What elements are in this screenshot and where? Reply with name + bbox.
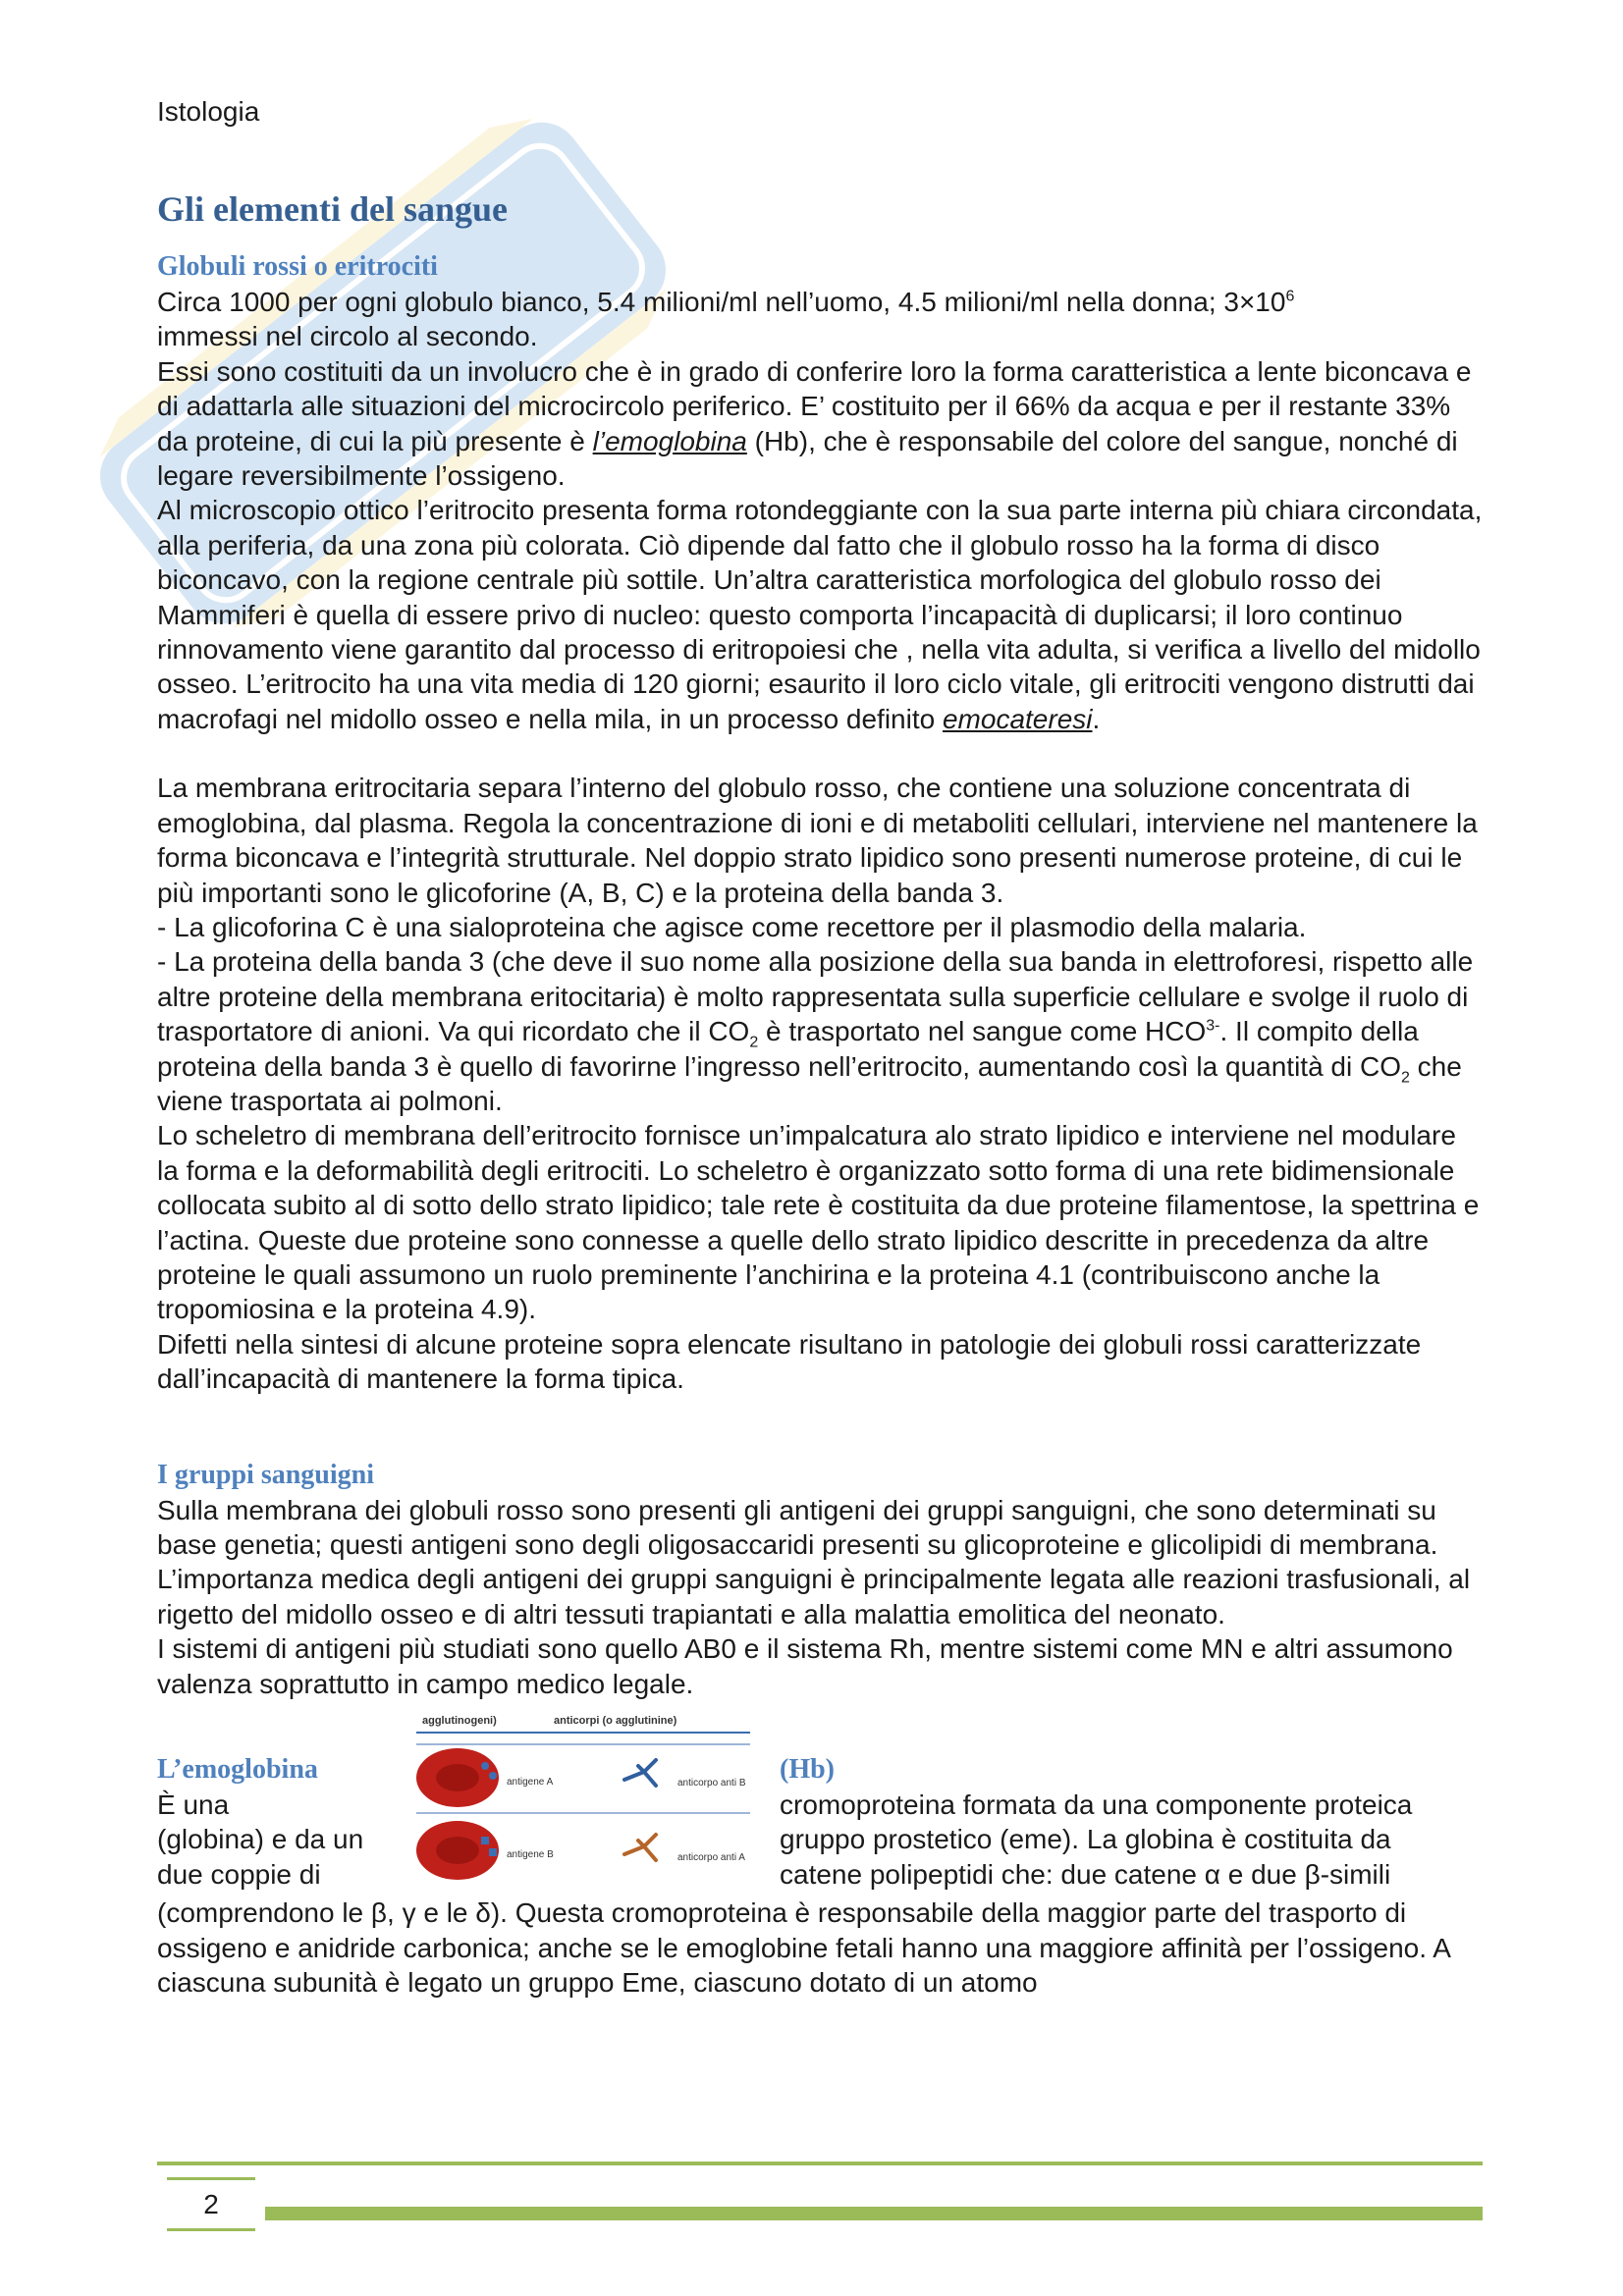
paragraph: Circa 1000 per ogni globulo bianco, 5.4 milioni/ml nell’uomo, 4.5 milioni/ml nella donna; $3\times 10^6$ immessi nel circolo al secondo.	[157, 287, 1295, 352]
figure-col2-label: anticorpi (o agglutinine)	[554, 1715, 677, 1728]
footer-rule	[157, 2162, 1483, 2165]
page-number-rule-bottom	[167, 2228, 255, 2231]
section-heading-gruppi-sanguigni: I gruppi sanguigni	[157, 1459, 374, 1490]
paragraph: Essi sono costituiti da un involucro che è in grado di conferire loro la forma caratteristica a lente biconcava e di adattarla alle situazioni del microcircolo periferico. E’ costituito per il 66% da acqua e per il restante 33% da proteine, di cui la più presente è l’emoglobina (Hb), che è responsabile del colore del sangue, nonché di legare reversibilmente l’ossigeno.	[157, 355, 1472, 492]
paragraph: Lo scheletro di membrana dell’eritrocito fornisce un’impalcatura alo strato lipidico e interviene nel modulare la forma e la deformabilità degli eritrociti. Lo scheletro è organizzato sotto forma di una rete bidimensionale collocata subito al di sotto dello strato lipidico; tale rete è costituita da due proteine filamentose, la spettrina e l’actina. Queste due proteine sono connesse a quelle dello strato lipidico descritte in precedenza da altre proteine le quali assumono un ruolo preminente l’anchirina e la proteina 4.1 (contribuiscono anche la tropomiosina e la proteina 4.9).	[157, 1120, 1480, 1325]
page-number: 2	[203, 2189, 219, 2219]
paragraph: - La proteina della banda 3 (che deve il suo nome alla posizione della sua banda in elettroforesi, rispetto alle altre proteine della membrana eritocitaria) è molto rappresentata sulla superficie cellulare e svolge il ruolo di trasportatore di anioni. Va qui ricordato che il $CO_2$ è trasportato nel sangue come $HCO^{3-}$. Il compito della proteina della banda 3 è quello di favorirne l’ingresso nell’eritrocito, aumentando così la quantità di $CO_2$ che viene trasportata ai polmoni.	[157, 946, 1474, 1116]
antigen-b-label: antigene B	[507, 1849, 554, 1861]
antigen-a-label: antigene A	[507, 1777, 554, 1789]
paragraph: Difetti nella sintesi di alcune proteine sopra elencate risultano in patologie dei globuli rossi caratterizzate dall’incapacità di mantenere la forma tipica.	[157, 1328, 1422, 1395]
paragraph: (comprendono le β, γ e le δ). Questa cromoproteina è responsabile della maggior parte del trasporto di ossigeno e anidride carbonica; anche se le emoglobine fetali hanno una maggiore affinità per l’ossigeno. A ciascuna subunità è legato un gruppo Eme, ciascuno dotato di un atomo	[157, 1897, 1450, 1999]
paragraph: La membrana eritrocitaria separa l’interno del globulo rosso, che contiene una soluzione concentrata di emoglobina, dal plasma. Regola la concentrazione di ioni e di metaboliti cellulari, interviene nel mantenere la forma biconcava e l’integrità strutturale. Nel doppio strato lipidico sono presenti numerose proteine, di cui le più importanti sono le glicoforine (A, B, C) e la proteina della banda 3.	[157, 773, 1478, 908]
link-emocateresi[interactable]: emocateresi	[942, 703, 1093, 734]
paragraph: Sulla membrana dei globuli rosso sono presenti gli antigeni dei gruppi sanguigni, che sono determinati su base genetia; questi antigeni sono degli oligosaccaridi presenti su glicoproteine e glicolipidi di membrana. L’importanza medica degli antigeni dei gruppi sanguigni è principalmente legata alle reazioni trasfusionali, al rigetto del midollo osseo e di altri tessuti trapiantati e alla malattia emolitica del neonato.	[157, 1494, 1471, 1629]
figure-col1-label: agglutinogeni)	[422, 1715, 497, 1728]
antibody-a-label: anticorpo anti A	[677, 1852, 745, 1864]
link-emoglobina[interactable]: l’emoglobina	[592, 425, 747, 456]
paragraph: - La glicoforina C è una sialoproteina che agisce come recettore per il plasmodio della malaria.	[157, 911, 1307, 942]
page-title: Gli elementi del sangue	[157, 189, 508, 229]
section-heading-emoglobina: L’emoglobina	[157, 1754, 318, 1786]
paragraph: Al microscopio ottico l’eritrocito presenta forma rotondeggiante con la sua parte interna più chiara circondata, alla periferia, da una zona più colorata. Ciò dipende dal fatto che il globulo rosso ha la forma di disco biconcavo, con la regione centrale più sottile. Un’altra caratteristica morfologica del globulo rosso dei Mammiferi è quella di essere privo di nucleo: questo comporta l’incapacità di duplicarsi; il loro continuo rinnovamento viene garantito dal processo di eritropoiesi che , nella vita adulta, si verifica a livello del midollo osseo. L’eritrocito ha una vita media di 120 giorni; esaurito il loro ciclo vitale, gli eritrociti vengono distrutti dai macrofagi nel midollo osseo e nella mila, in un processo definito emocateresi.	[157, 495, 1483, 734]
section-heading-globuli-rossi: Globuli rossi o eritrociti	[157, 251, 438, 282]
emoglobina-left-column: L’emoglobina È una (globina) e da un due coppie di	[157, 1711, 414, 1896]
section-heading-hb: (Hb)	[780, 1754, 835, 1786]
blood-group-figure	[416, 1711, 750, 1896]
emoglobina-right-column: (Hb) cromoproteina formata da una componente proteica gruppo prostetico (eme). La globina è costituita da catene polipeptidi che: due catene α e due β-simili	[780, 1711, 1483, 1896]
page-header: Istologia	[157, 96, 260, 127]
document-body	[157, 187, 1483, 2001]
emoglobina-block	[157, 1711, 1483, 1896]
paragraph: I sistemi di antigeni più studiati sono quello AB0 e il sistema Rh, mentre sistemi come MN e altri assumono valenza soprattutto in campo medico legale.	[157, 1633, 1453, 1699]
footer-bar	[265, 2207, 1483, 2220]
page-number-rule-top	[167, 2177, 255, 2180]
antigen-antibody-diagram	[416, 1711, 750, 1888]
antibody-b-label: anticorpo anti B	[677, 1778, 746, 1789]
